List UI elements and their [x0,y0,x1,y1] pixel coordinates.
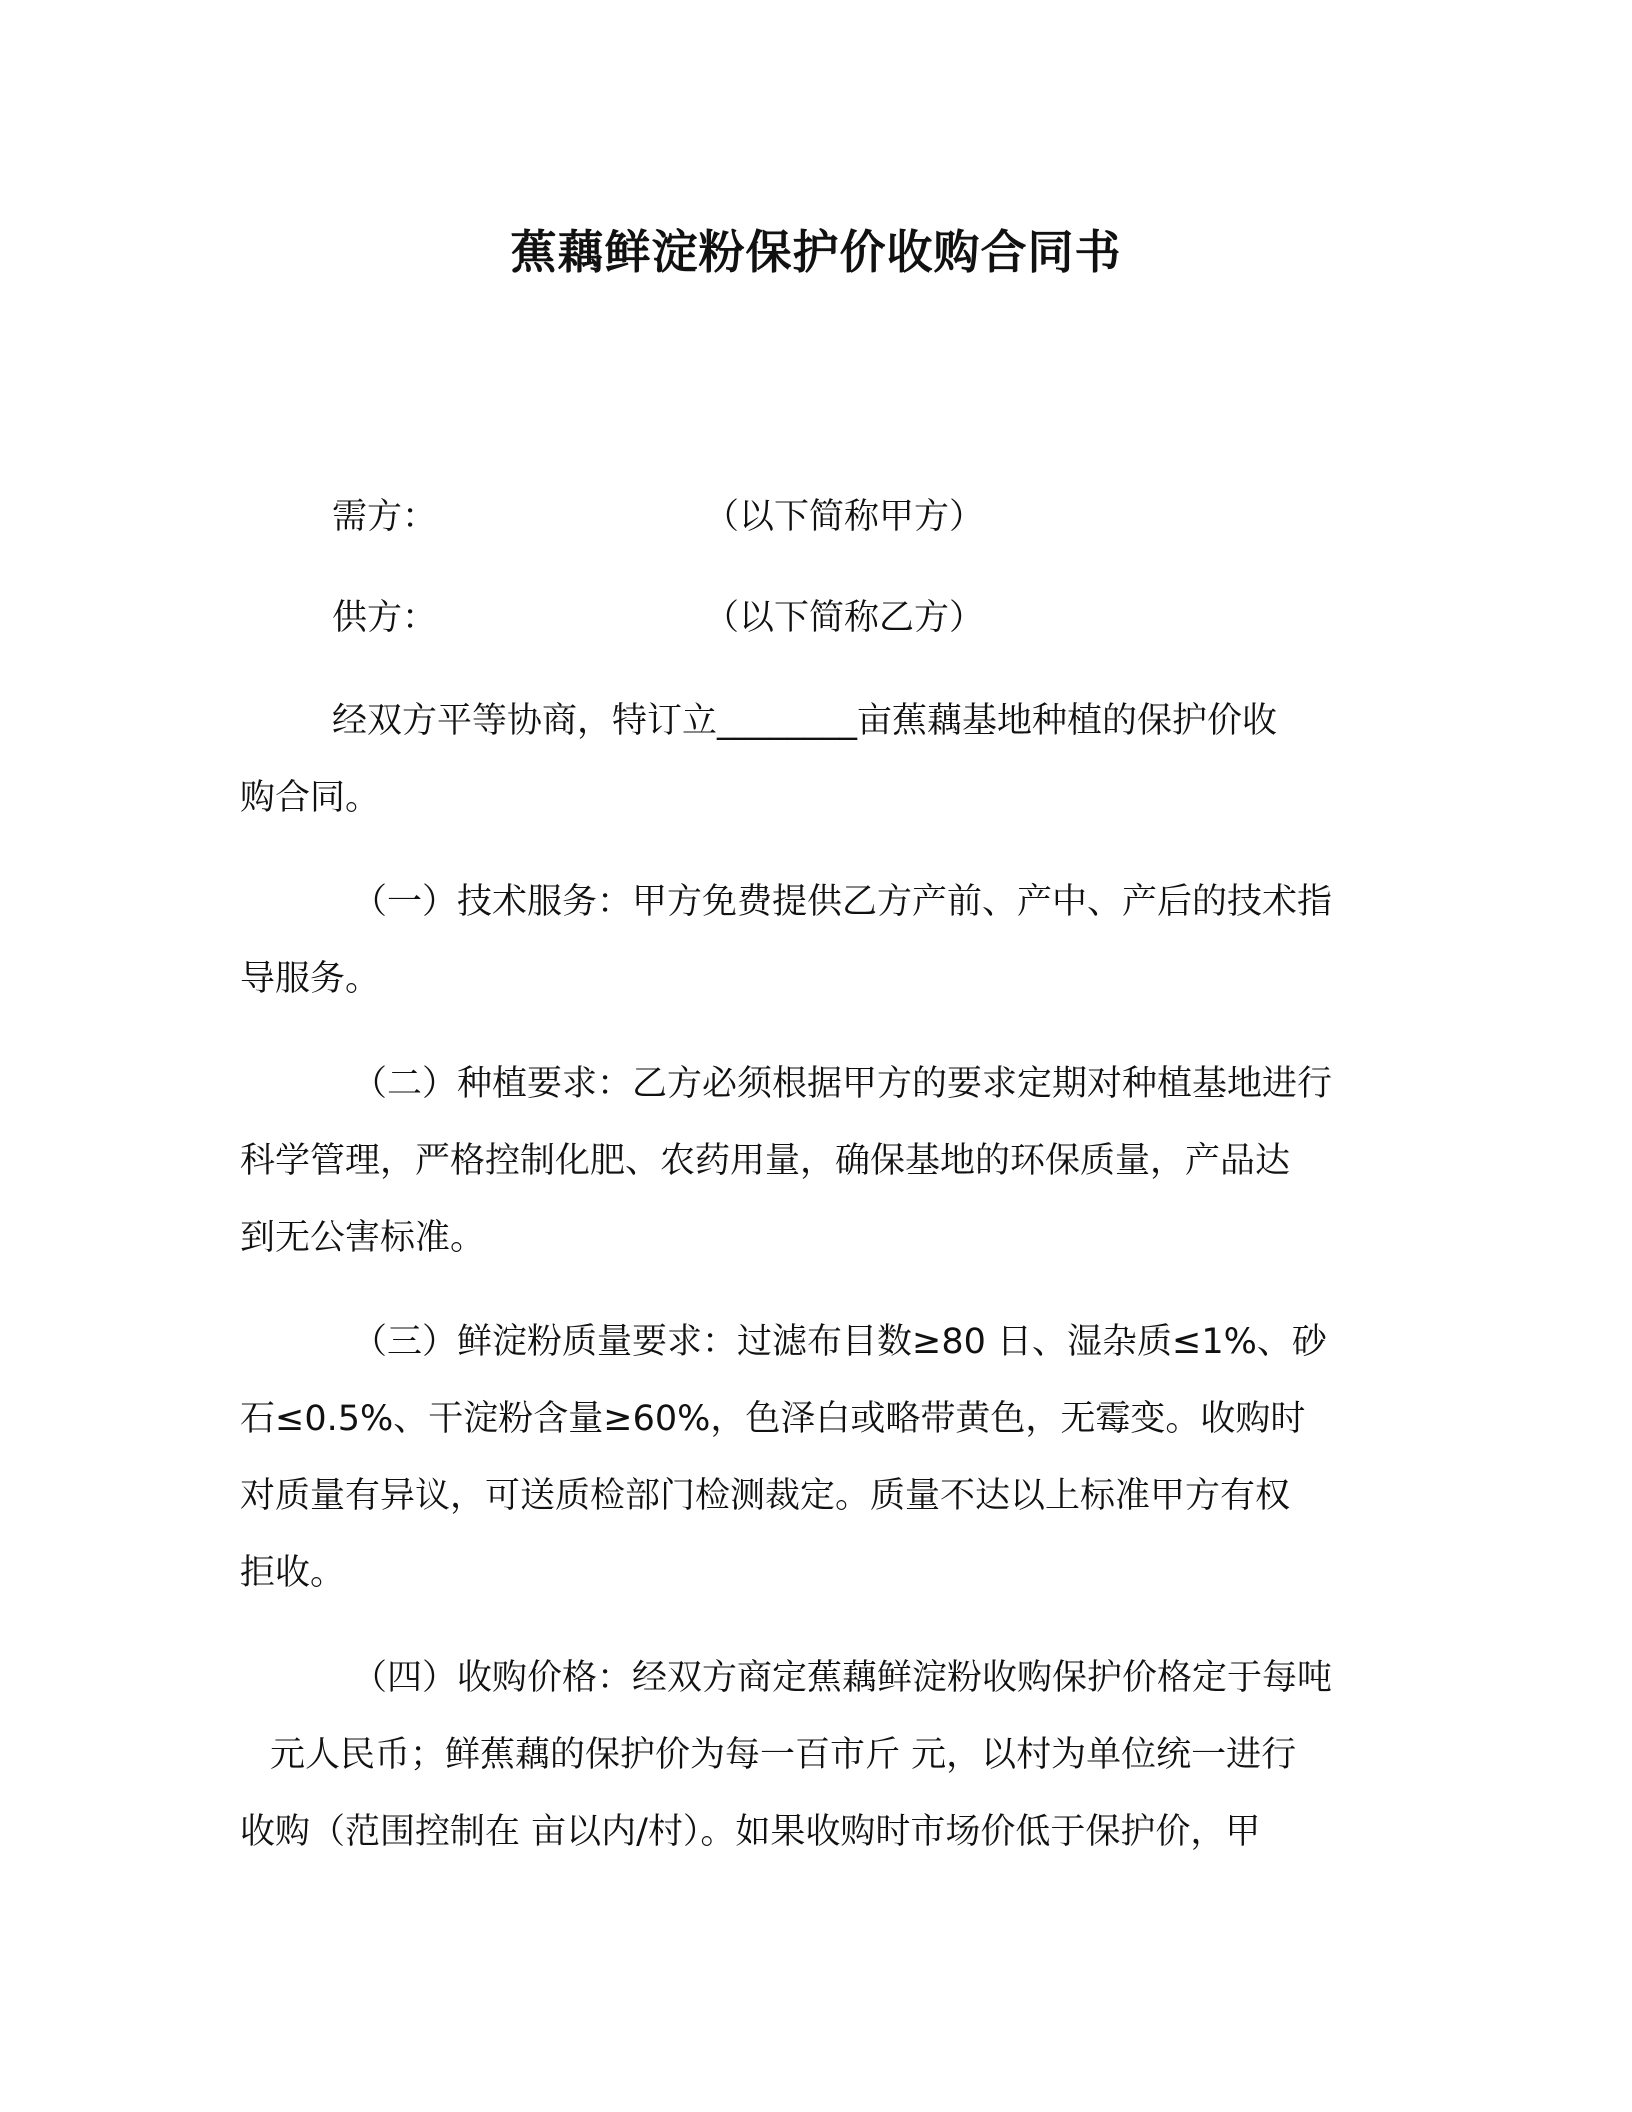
paragraph-line: （四）收购价格：经双方商定蕉藕鲜淀粉收购保护价格定于每吨 [352,1658,1333,1698]
paragraph-line: （一）技术服务：甲方免费提供乙方产前、产中、产后的技术指 [352,882,1333,922]
paragraph-line: 经双方平等协商，特订立________亩蕉藕基地种植的保护价收 [332,701,1278,741]
document-title: 蕉藕鲜淀粉保护价收购合同书 [510,225,1122,279]
paragraph-line: 元人民币；鲜蕉藕的保护价为每一百市斤 元，以村为单位统一进行 [270,1735,1297,1775]
paragraph-planting-requirements [240,1046,1400,1277]
paragraph-line: 对质量有异议，可送质检部门检测裁定。质量不达以上标准甲方有权 [240,1476,1291,1516]
paragraph-line: 科学管理，严格控制化肥、农药用量，确保基地的环保质量，产品达 [240,1141,1291,1181]
paragraph-line: 拒收。 [240,1553,346,1593]
paragraph-purchase-price [240,1640,1400,1871]
paragraph-line: （三）鲜淀粉质量要求：过滤布目数≥80 日、湿杂质≤1%、砂 [352,1322,1327,1362]
party-buyer-label: 需方： [332,497,438,537]
paragraph-line: 购合同。 [240,778,381,818]
paragraph-line: 石≤0.5%、干淀粉含量≥60%，色泽白或略带黄色，无霉变。收购时 [240,1399,1306,1439]
party-supplier [332,593,985,643]
paragraph-starch-quality [240,1304,1400,1612]
party-buyer-note: （以下简称甲方） [704,497,985,537]
paragraph-line: （二）种植要求：乙方必须根据甲方的要求定期对种植基地进行 [352,1064,1333,1104]
party-supplier-note: （以下简称乙方） [704,598,985,638]
paragraph-line: 导服务。 [240,959,381,999]
paragraph-line: 收购（范围控制在 亩以内/村）。如果收购时市场价低于保护价，甲 [240,1812,1261,1852]
paragraph-line: 到无公害标准。 [240,1218,486,1258]
party-supplier-label: 供方： [332,598,438,638]
paragraph-intro [240,683,1400,837]
party-buyer [332,492,985,542]
paragraph-technical-service [240,864,1400,1018]
